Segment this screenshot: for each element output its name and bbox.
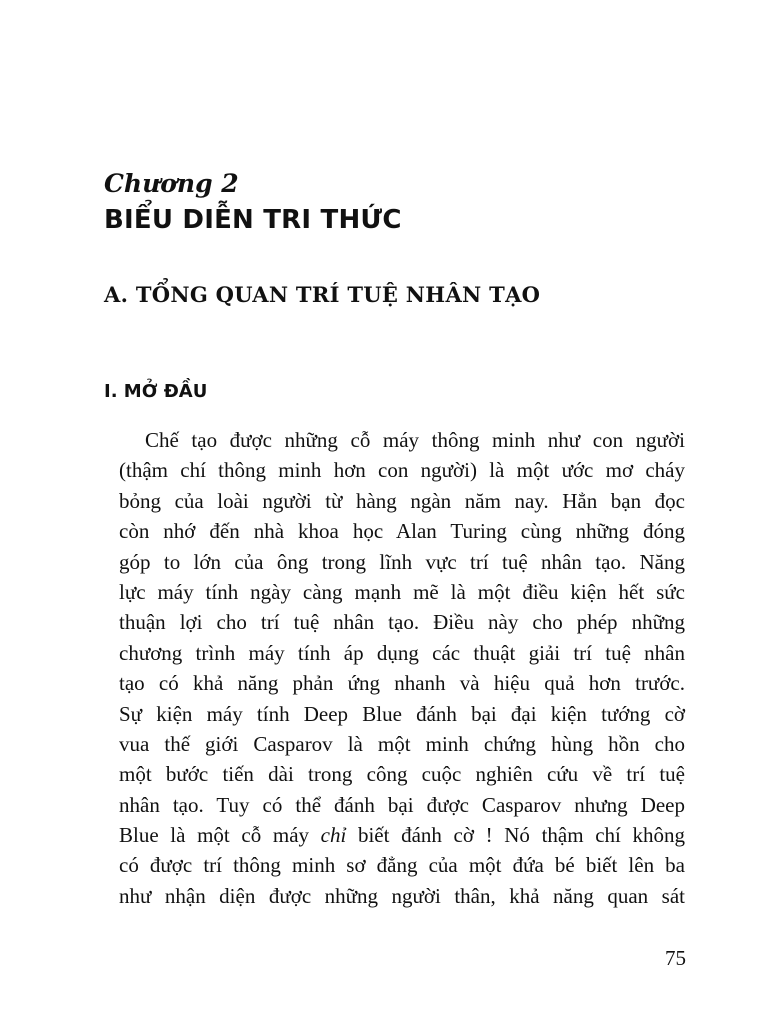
paragraph-line: nhân tạo. Tuy có thể đánh bại được Casparov nhưng Deep: [119, 792, 685, 817]
paragraph-line: góp to lớn của ông trong lĩnh vực trí tuệ nhân tạo. Năng: [119, 549, 685, 574]
page-number: 75: [665, 946, 686, 970]
emphasis-text: chỉ: [320, 823, 347, 848]
section-title: A. TỔNG QUAN TRÍ TUỆ NHÂN TẠO: [104, 282, 541, 307]
paragraph-line: còn nhớ đến nhà khoa học Alan Turing cùng những đóng: [119, 519, 685, 544]
paragraph-line: như nhận diện được những người thân, khả năng quan sát: [119, 883, 685, 908]
paragraph-line: chương trình máy tính áp dụng các thuật giải trí tuệ nhân: [119, 640, 685, 665]
paragraph-line: có được trí thông minh sơ đẳng của một đứa bé biết lên ba: [119, 853, 685, 878]
paragraph-line: Sự kiện máy tính Deep Blue đánh bại đại kiện tướng cờ: [119, 701, 685, 726]
paragraph-line: bỏng của loài người từ hàng ngàn năm nay. Hẳn bạn đọc: [119, 488, 685, 513]
line-segment: Blue là một cỗ máy: [119, 823, 321, 848]
paragraph-line: Chế tạo được những cỗ máy thông minh như con người: [145, 428, 685, 452]
paragraph-line-with-emphasis: [119, 820, 685, 850]
chapter-title: BIỂU DIỄN TRI THỨC: [104, 205, 402, 235]
paragraph-line: lực máy tính ngày càng mạnh mẽ là một điều kiện hết sức: [119, 579, 685, 604]
paragraph-line: (thậm chí thông minh hơn con người) là một ước mơ cháy: [119, 458, 685, 483]
paragraph-line: tạo có khả năng phản ứng nhanh và hiệu quả hơn trước.: [119, 671, 685, 696]
subsection-title: I. MỞ ĐẦU: [104, 381, 208, 402]
chapter-label: Chương 2: [104, 169, 239, 198]
paragraph-line: một bước tiến dài trong công cuộc nghiên cứu về trí tuệ: [119, 762, 685, 787]
line-segment: biết đánh cờ ! Nó thậm chí không: [346, 823, 685, 848]
paragraph-line: thuận lợi cho trí tuệ nhân tạo. Điều này cho phép những: [119, 610, 685, 635]
body-paragraph: [119, 425, 685, 911]
paragraph-line: vua thế giới Casparov là một minh chứng hùng hồn cho: [119, 731, 685, 756]
